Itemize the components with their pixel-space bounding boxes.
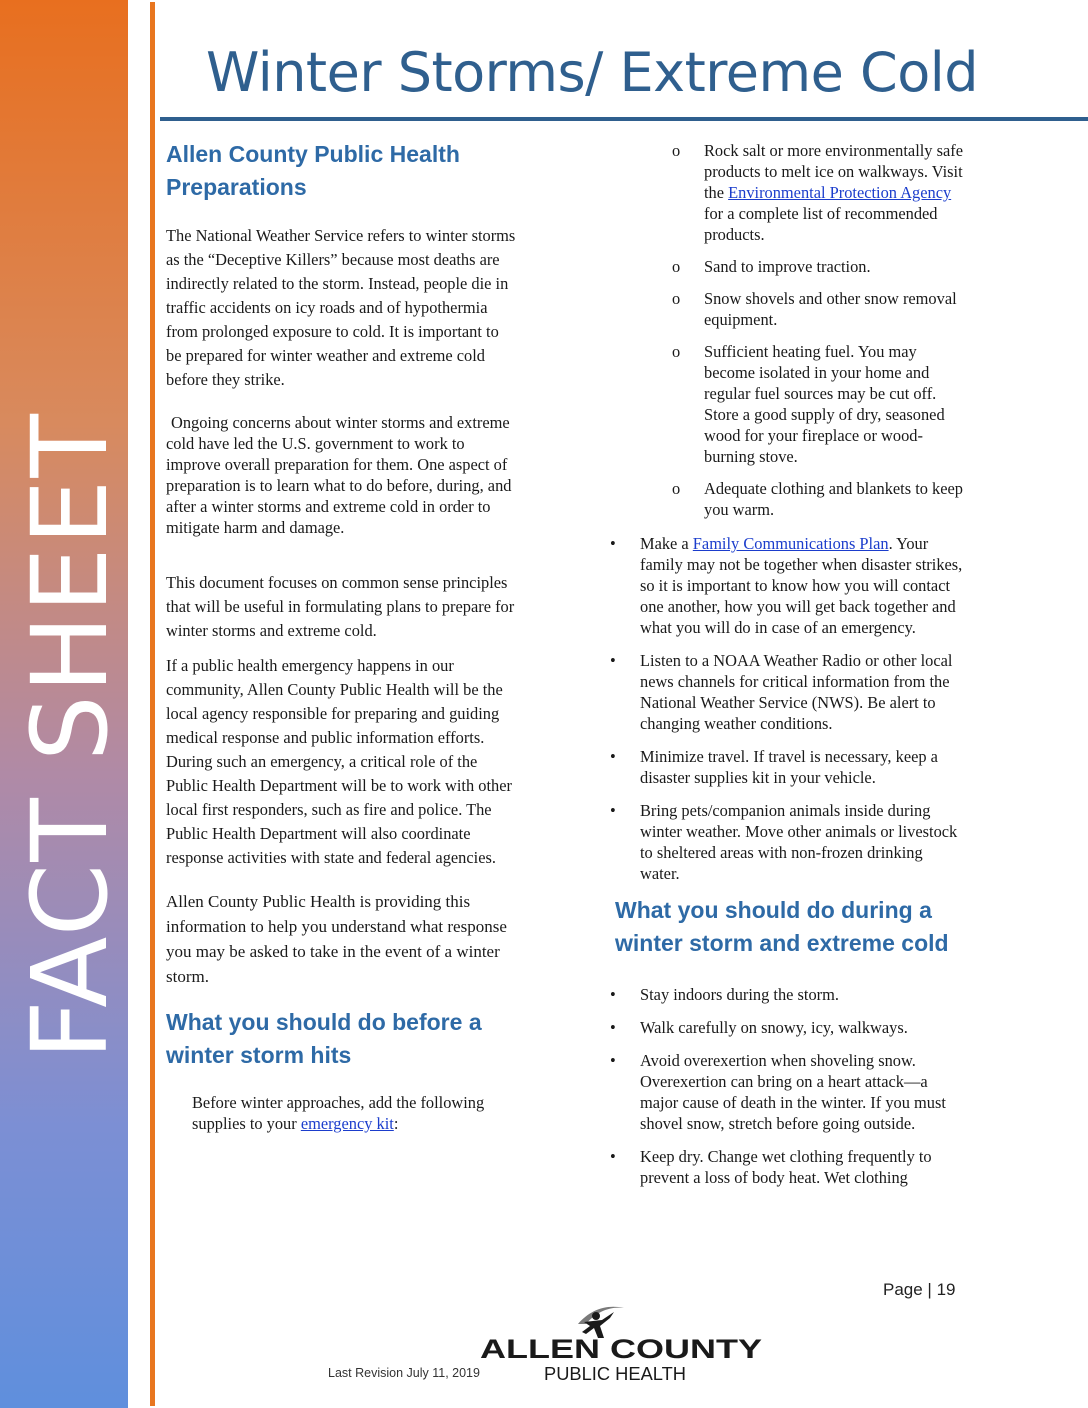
left-column	[166, 138, 516, 1134]
right-column	[596, 140, 966, 1188]
orange-divider	[150, 2, 155, 1406]
page-number: Page | 19	[883, 1280, 956, 1299]
list-item: o Snow shovels and other snow removal equipment.	[672, 289, 957, 329]
list-item: o Sand to improve traction.	[672, 257, 871, 276]
paragraph-intro: The National Weather Service refers to winter storms as the “Deceptive Killers” because most deaths are indirectly related to the storm. Instead, people die in traffic accidents on icy roads and of hypothermia from prolonged exposure to cold. It is important to be prepared for winter weather and extreme cold before they strike.	[166, 226, 516, 389]
fact-sheet-label: FACT SHEET	[9, 412, 131, 1060]
list-item: o Rock salt or more environmentally safe products to melt ice on walkways. Visit the Environmental Protection Agency for a complete list of recommended products.	[672, 141, 963, 244]
list-item: • Avoid overexertion when shoveling snow. Overexertion can bring on a heart attack—a major cause of death in the winter. If you must shovel snow, stretch before going outside.	[610, 1051, 946, 1133]
heading-during-storm: What you should do during a winter storm and extreme cold	[615, 897, 949, 956]
paragraph-concerns: Ongoing concerns about winter storms and extreme cold have led the U.S. government to work to improve overall preparation for them. One aspect of preparation is to learn what to do before, during, and after a winter storms and extreme cold in order to mitigate harm and damage.	[166, 413, 512, 537]
during-storm-bullets	[596, 984, 966, 1188]
list-item: • Stay indoors during the storm.	[610, 985, 839, 1004]
epa-link[interactable]: Environmental Protection Agency	[728, 183, 952, 202]
list-item: o Sufficient heating fuel. You may become isolated in your home and regular fuel sources may be cut off. Store a good supply of dry, seasoned wood for your fireplace or wood-burning stove.	[672, 342, 945, 466]
logo-wordmark-top: ALLEN COUNTY	[480, 1334, 762, 1364]
family-communications-plan-link[interactable]: Family Communications Plan	[692, 534, 889, 553]
paragraph-document-focus: This document focuses on common sense principles that will be useful in formulating plans to prepare for winter storms and extreme cold.	[166, 573, 515, 640]
paragraph-providing-info: Allen County Public Health is providing this information to help you understand what response you may be asked to take in the event of a winter storm.	[166, 892, 507, 986]
logo-wordmark-bottom: PUBLIC HEALTH	[544, 1364, 686, 1384]
list-item: • Listen to a NOAA Weather Radio or other local news channels for critical information from the National Weather Service (NWS). Be alert to changing weather conditions.	[610, 651, 953, 733]
title-underline	[160, 117, 1088, 121]
page-title: Winter Storms/ Extreme Cold	[206, 41, 979, 104]
list-item: • Keep dry. Change wet clothing frequently to prevent a loss of body heat. Wet clothing	[610, 1147, 932, 1187]
supplies-sublist	[596, 140, 966, 520]
allen-county-public-health-logo	[478, 1300, 768, 1386]
list-item: • Minimize travel. If travel is necessary, keep a disaster supplies kit in your vehicle.	[610, 747, 938, 787]
heading-before-storm: What you should do before a winter storm hits	[166, 1009, 482, 1068]
list-item: o Adequate clothing and blankets to keep you warm.	[672, 479, 963, 519]
last-revision: Last Revision July 11, 2019	[328, 1366, 480, 1380]
list-item: • Walk carefully on snowy, icy, walkways.	[610, 1018, 908, 1037]
list-item: • Make a Family Communications Plan. Your family may not be together when disaster strikes, so it is important to know how you will contact one another, how you will get back together and what you will do in case of an emergency.	[610, 534, 963, 637]
paragraph-supplies: Before winter approaches, add the following supplies to your emergency kit:	[192, 1093, 485, 1133]
before-storm-bullets	[596, 533, 966, 884]
logo-head-icon	[592, 1312, 600, 1320]
emergency-kit-link[interactable]: emergency kit	[300, 1114, 394, 1133]
heading-preparations: Allen County Public Health Preparations	[166, 141, 460, 200]
paragraph-public-health-emergency: If a public health emergency happens in our community, Allen County Public Health will be the local agency responsible for preparing and guiding medical response and public information efforts. During such an emergency, a critical role of the Public Health Department will be to work with other local first responders, such as fire and police. The Public Health Department will also coordinate response activities with state and federal agencies.	[166, 656, 512, 867]
sidebar-gradient-band	[0, 0, 131, 1408]
list-item: • Bring pets/companion animals inside during winter weather. Move other animals or livestock to sheltered areas with non-frozen drinking water.	[610, 801, 958, 883]
